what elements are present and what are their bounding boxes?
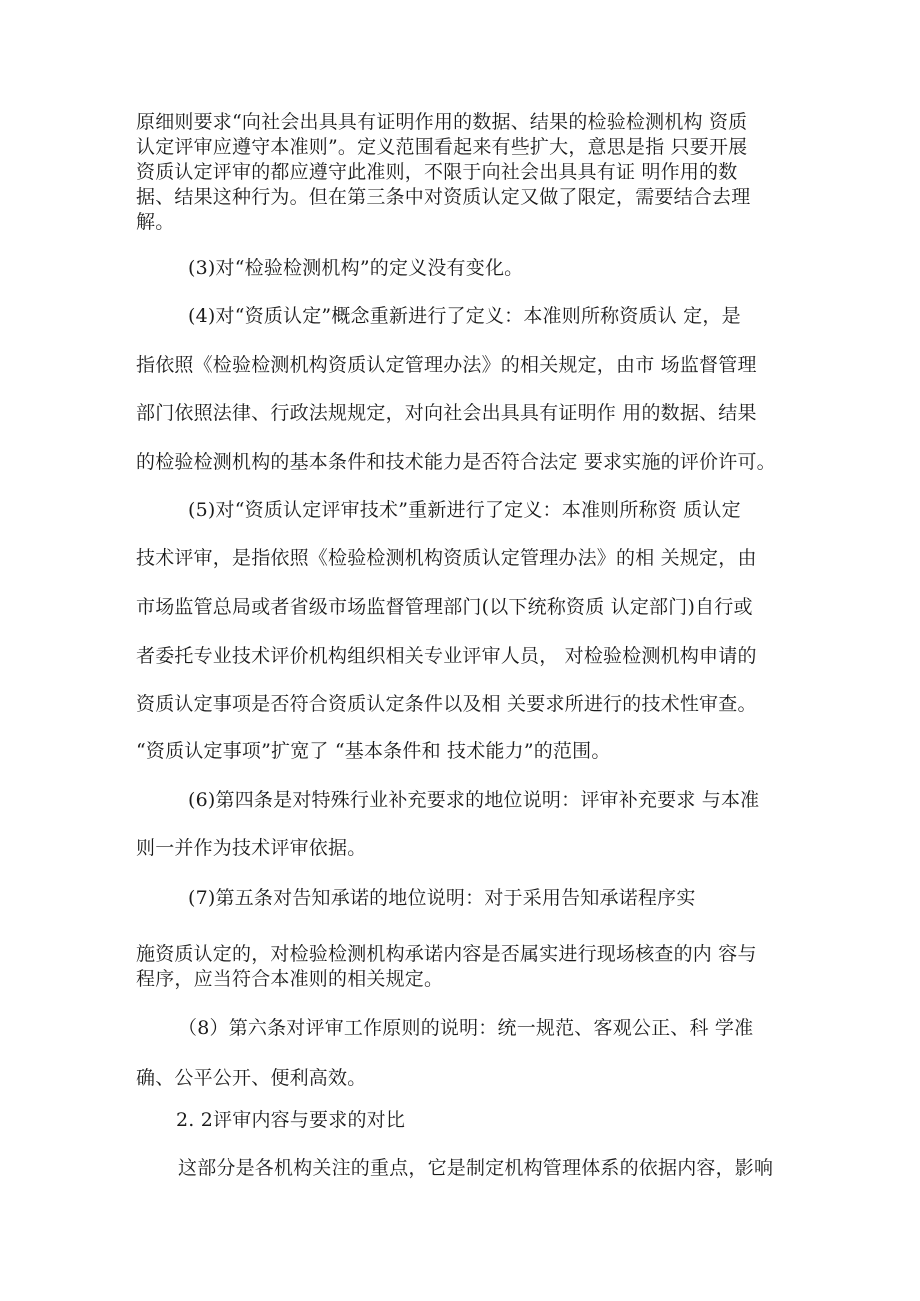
text-line: (5)对“资质认定评审技术”重新进行了定义：本准则所称资 质认定 [188,499,741,521]
text-line: 资质认定事项是否符合资质认定条件以及相 关要求所进行的技术性审查。 [136,693,757,715]
text-line: 原细则要求“向社会出具具有证明作用的数据、结果的检验检测机构 资质 [136,111,748,133]
text-line: 则一并作为技术评审依据。 [136,837,367,859]
text-line: 指依照《检验检测机构资质认定管理办法》的相关规定，由市 场监督管理 [136,354,757,376]
text-line: 程序，应当符合本准则的相关规定。 [136,968,444,990]
text-line: 部门依照法律、行政法规规定，对向社会出具具有证明作 用的数据、结果 [136,402,757,424]
text-line: 认定评审应遵守本准则”。定义范围看起来有些扩大，意思是指 只要开展 [136,136,748,158]
text-line: 解。 [136,211,175,233]
text-line: “资质认定事项”扩宽了 “基本条件和 技术能力”的范围。 [136,740,611,762]
text-line: 施资质认定的，对检验检测机构承诺内容是否属实进行现场核查的内 容与 [136,943,757,965]
text-line: (4)对“资质认定”概念重新进行了定义：本准则所称资质认 定，是 [188,305,741,327]
text-line: 市场监管总局或者省级市场监督管理部门(以下统称资质 认定部门)自行或 [136,596,753,618]
text-line: 这部分是各机构关注的重点，它是制定机构管理体系的依据内容，影响 [178,1157,774,1179]
section-heading: 2. 2评审内容与要求的对比 [176,1109,406,1131]
text-line: 者委托专业技术评价机构组织相关专业评审人员， 对检验检测机构申请的 [136,645,757,667]
text-line: (7)第五条对告知承诺的地位说明：对于采用告知承诺程序实 [188,887,696,909]
text-line: (3)对“检验检测机构”的定义没有变化。 [188,257,524,279]
text-line: （8）第六条对评审工作原则的说明：统一规范、客观公正、科 学准 [178,1017,754,1039]
text-line: 确、公平公开、便利高效。 [136,1067,367,1089]
text-line: 的检验检测机构的基本条件和技术能力是否符合法定 要求实施的评价许可。 [136,451,776,473]
text-line: 据、结果这种行为。但在第三条中对资质认定又做了限定，需要结合去理 [136,186,751,208]
text-line: 技术评审，是指依照《检验检测机构资质认定管理办法》的相 关规定，由 [136,547,757,569]
text-line: 资质认定评审的都应遵守此准则，不限于向社会出具具有证 明作用的数 [136,161,738,183]
text-line: (6)第四条是对特殊行业补充要求的地位说明：评审补充要求 与本准 [188,789,760,811]
